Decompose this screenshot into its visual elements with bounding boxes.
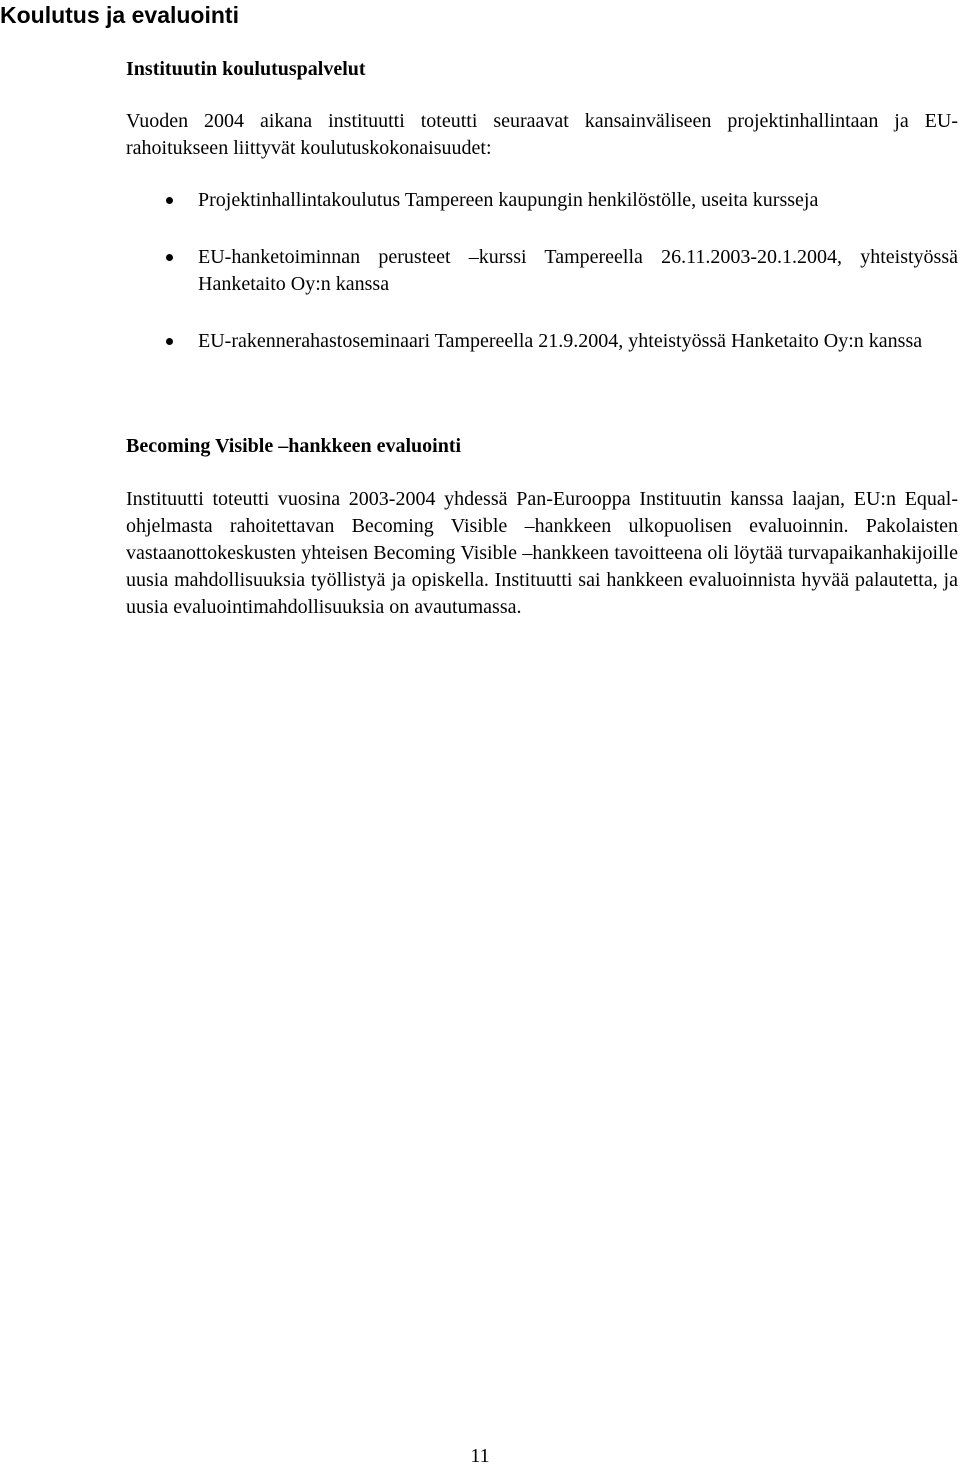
list-item	[126, 187, 958, 214]
list-item-text: EU-hanketoiminnan perusteet –kurssi Tampereella 26.11.2003-20.1.2004, yhteistyössä Hanketaito Oy:n kanssa	[198, 246, 958, 295]
list-item	[126, 244, 958, 298]
course-list	[126, 187, 958, 355]
list-item-text: EU-rakennerahastoseminaari Tampereella 21.9.2004, yhteistyössä Hanketaito Oy:n kanssa	[198, 330, 923, 352]
bullet-icon	[166, 197, 173, 204]
bullet-icon	[166, 254, 173, 261]
section-heading-koulutuspalvelut: Instituutin koulutuspalvelut	[126, 58, 366, 80]
evaluation-paragraph: Instituutti toteutti vuosina 2003-2004 yhdessä Pan-Eurooppa Instituutin kanssa laajan, EU:n Equal-ohjelmasta rahoitettavan Becoming Visible –hankkeen ulkopuolisen evaluoinnin. Pakolaisten vastaanottokeskusten yhteisen Becoming Visible –hankkeen tavoitteena oli löytää turvapaikanhakijoille uusia mahdollisuuksia työllistyä ja opiskella. Instituutti sai hankkeen evaluoinnista hyvää palautetta, ja uusia evaluointimahdollisuuksia on avautumassa.	[126, 488, 958, 618]
intro-paragraph: Vuoden 2004 aikana instituutti toteutti seuraavat kansainväliseen projektinhallintaan ja EU-rahoitukseen liittyvät koulutuskokonaisuudet:	[126, 110, 958, 159]
list-item	[126, 328, 958, 355]
page-number: 11	[470, 1445, 490, 1467]
section-heading-becoming-visible: Becoming Visible –hankkeen evaluointi	[126, 435, 462, 457]
list-item-text: Projektinhallintakoulutus Tampereen kaupungin henkilöstölle, useita kursseja	[198, 189, 819, 211]
bullet-icon	[166, 338, 173, 345]
page-title: Koulutus ja evaluointi	[0, 2, 239, 28]
